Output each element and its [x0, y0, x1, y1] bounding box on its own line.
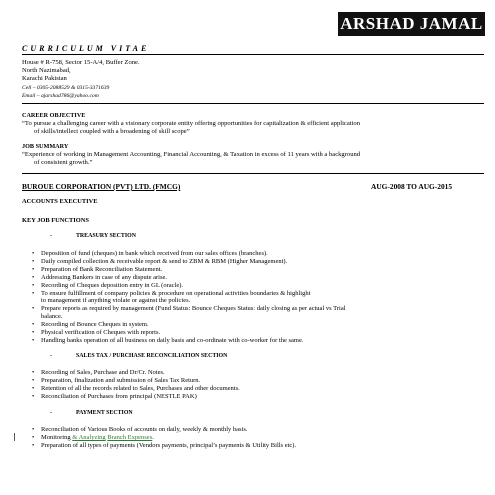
list-item: • Daily compiled collection & receivable report & send to ZBM & RBM (Higher Management). [32, 258, 484, 266]
list-item: • Recording of Sales, Purchase and Dr/Cr. Notes. [32, 369, 484, 377]
list-item: • Retention of all the records related to Sales, Purchases and other documents. [32, 385, 484, 393]
text-cursor-mark [14, 433, 15, 441]
objective-text-cont: of skills/intellect coupled with a broadening of skill scope” [34, 127, 190, 135]
list-item: • Recording of Bounce Cheques in system. [32, 321, 484, 329]
section-heading-sales-tax: - SALES TAX / PURCHASE RECONCILIATION SECTION [50, 353, 228, 359]
divider [22, 54, 484, 55]
branch-expenses-link[interactable]: Branch Expenses [107, 433, 153, 441]
email-address: Email – ajarshad786@yahoo.com [22, 92, 99, 99]
divider [22, 173, 484, 174]
objective-text: “To pursue a challenging career with a visionary corporate entity offering opportunities for capitalization & efficient application [22, 119, 361, 127]
list-item: • Monitoring & Analyzing Branch Expenses. [32, 434, 484, 442]
job-title: ACCOUNTS EXECUTIVE [22, 198, 98, 205]
list-item: • Reconciliation of Purchases from principal (NESTLE PAK) [32, 393, 484, 401]
section-heading: JOB SUMMARY [22, 143, 69, 150]
address-block [22, 59, 140, 100]
cv-title: CURRICULUM VITAE [22, 44, 150, 53]
payment-list [32, 426, 484, 450]
list-item: • Preparation, finalization and submission of Sales Tax Return. [32, 377, 484, 385]
list-item: • Physical verification of Cheques with reports. [32, 329, 484, 337]
list-item: • Handling banks operation of all business on daily basis and co-ordinate with co-worker for the same. [32, 337, 484, 345]
treasury-list [32, 250, 484, 345]
list-item: • Addressing Bankers in case of any dispute arise. [32, 274, 484, 282]
job-summary [22, 143, 482, 166]
address-line: North Nazimabad, [22, 67, 71, 75]
name-banner: ARSHAD JAMAL [338, 12, 485, 36]
sales-tax-list [32, 369, 484, 401]
summary-text-cont: of consistent growth.” [34, 158, 93, 166]
summary-text: “Experience of working in Management Accounting, Financial Accounting, & Taxation in excess of 11 years with a background [22, 150, 361, 158]
list-item: • Deposition of fund (cheques) in bank which received from our sales offices (branches). [32, 250, 484, 258]
divider [22, 103, 484, 104]
address-line: Karachi Pakistan [22, 75, 67, 83]
list-item: • Prepare reports as required by management (Fund Status: Bounce Cheques Status: daily closing as per actual vs Trial balance. [32, 305, 484, 321]
list-item: • Reconciliation of Various Books of accounts on daily, weekly & monthly basis. [32, 426, 484, 434]
career-objective [22, 112, 482, 135]
section-heading-treasury: - TREASURY SECTION [50, 233, 136, 239]
address-line: House # R-758, Sector 15-A/4, Buffer Zone. [22, 59, 140, 66]
cell-numbers: Cell – 0305-2088529 & 0315-3371639 [22, 84, 110, 91]
list-item: • Recording of Cheques deposition entry in GL (oracle). [32, 282, 484, 290]
list-item: • Preparation of all types of payments (Vendors payments, principal’s payments & Utility Bills etc). [32, 442, 484, 450]
list-item: • Preparation of Bank Reconciliation Statement. [32, 266, 484, 274]
company-name: BUROUE CORPORATION (PVT) LTD. (FMCG) [22, 182, 181, 191]
section-heading: CAREER OBJECTIVE [22, 112, 86, 119]
list-item: • To ensure fulfillment of company policies & procedure on operational activities boundaries & highlight to management if anything violate or against the policies. [32, 290, 484, 306]
functions-heading: KEY JOB FUNCTIONS [22, 217, 89, 224]
job-period: AUG-2008 TO AUG-2015 [371, 182, 453, 191]
analyzing-link[interactable]: & Analyzing [72, 433, 106, 441]
section-heading-payment: - PAYMENT SECTION [50, 410, 133, 416]
